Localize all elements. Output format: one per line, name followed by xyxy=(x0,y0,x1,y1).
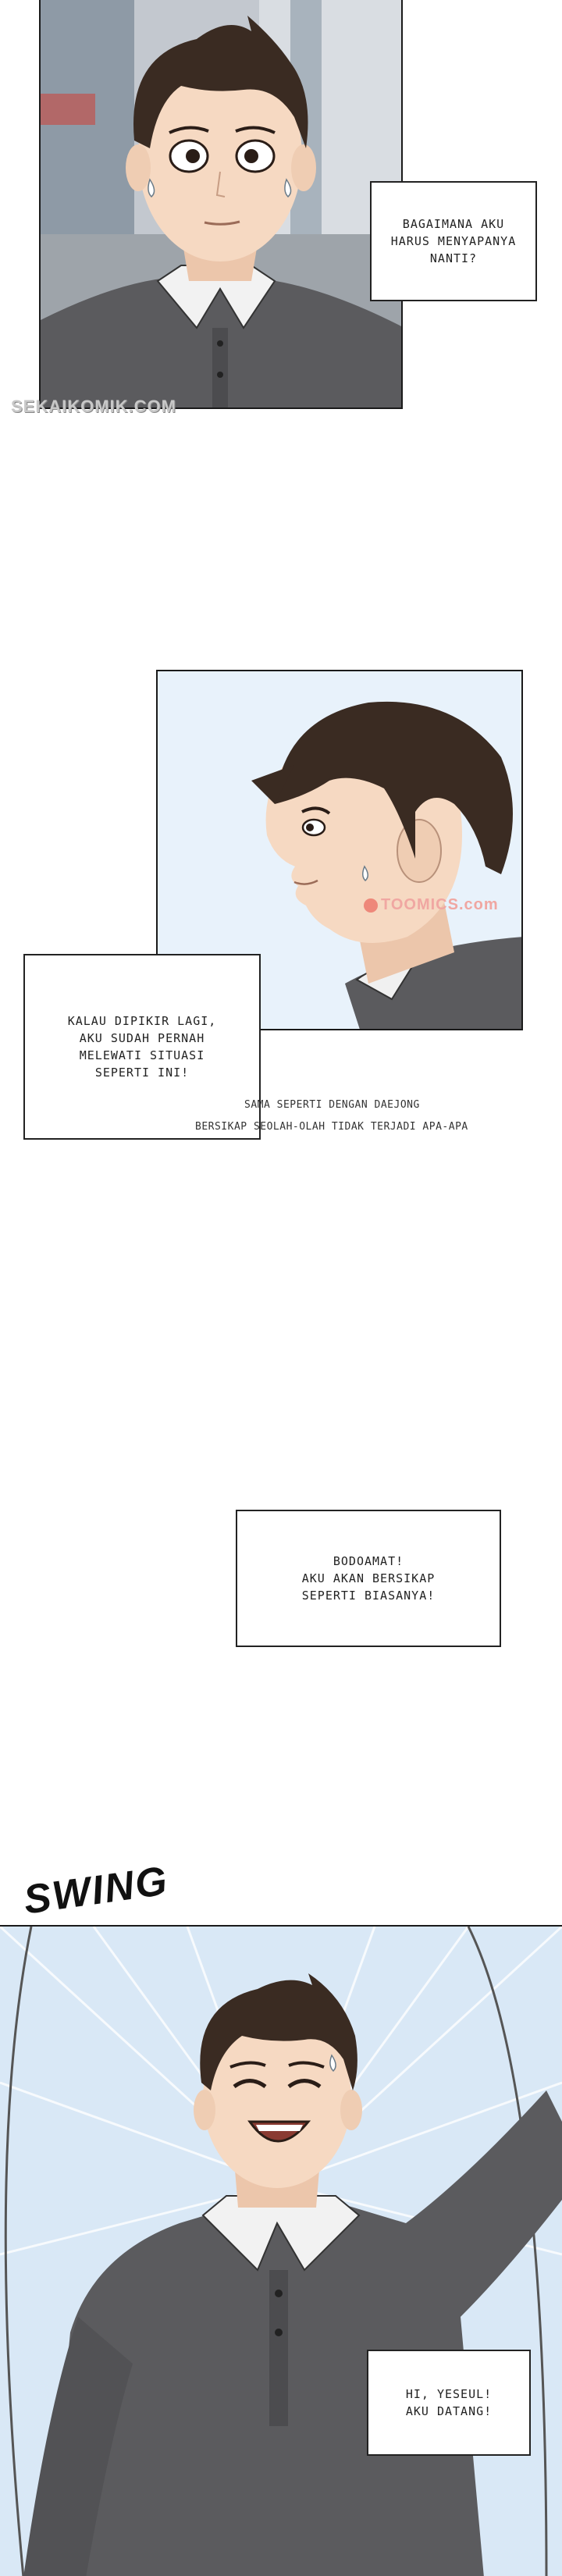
sfx-swing: SWING xyxy=(20,1858,172,1923)
caption-panel-3 xyxy=(236,1510,501,1647)
caption-panel-1 xyxy=(370,181,537,301)
watermark-toomics xyxy=(364,896,499,914)
watermark-toomics-text: TOOMICS.com xyxy=(381,896,499,913)
caption-panel-2-text: KALAU DIPIKIR LAGI, AKU SUDAH PERNAH MELEWATI SITUASI SEPERTI INI! xyxy=(67,1014,217,1080)
watermark-sekaikomik: SEKAIKOMIK.COM xyxy=(11,397,176,416)
caption-panel-3-text: BODOAMAT! AKU AKAN BERSIKAP SEPERTI BIASANYA! xyxy=(301,1554,436,1603)
caption-panel-4-text: HI, YESEUL! AKU DATANG! xyxy=(405,2387,493,2418)
panel-4-art xyxy=(0,1927,562,2576)
panel-4 xyxy=(0,1925,562,2576)
subtext-line-2: BERSIKAP SEOLAH-OLAH TIDAK TERJADI APA-APA xyxy=(195,1121,468,1133)
caption-panel-1-text: BAGAIMANA AKU HARUS MENYAPANYA NANTI? xyxy=(390,217,517,265)
panel-1 xyxy=(39,0,403,409)
subtext-line-1: SAMA SEPERTI DENGAN DAEJONG xyxy=(244,1099,420,1111)
caption-panel-4 xyxy=(367,2350,531,2456)
caption-panel-2 xyxy=(23,954,261,1140)
toomics-logo-icon xyxy=(364,898,378,913)
panel-1-art xyxy=(41,0,403,409)
